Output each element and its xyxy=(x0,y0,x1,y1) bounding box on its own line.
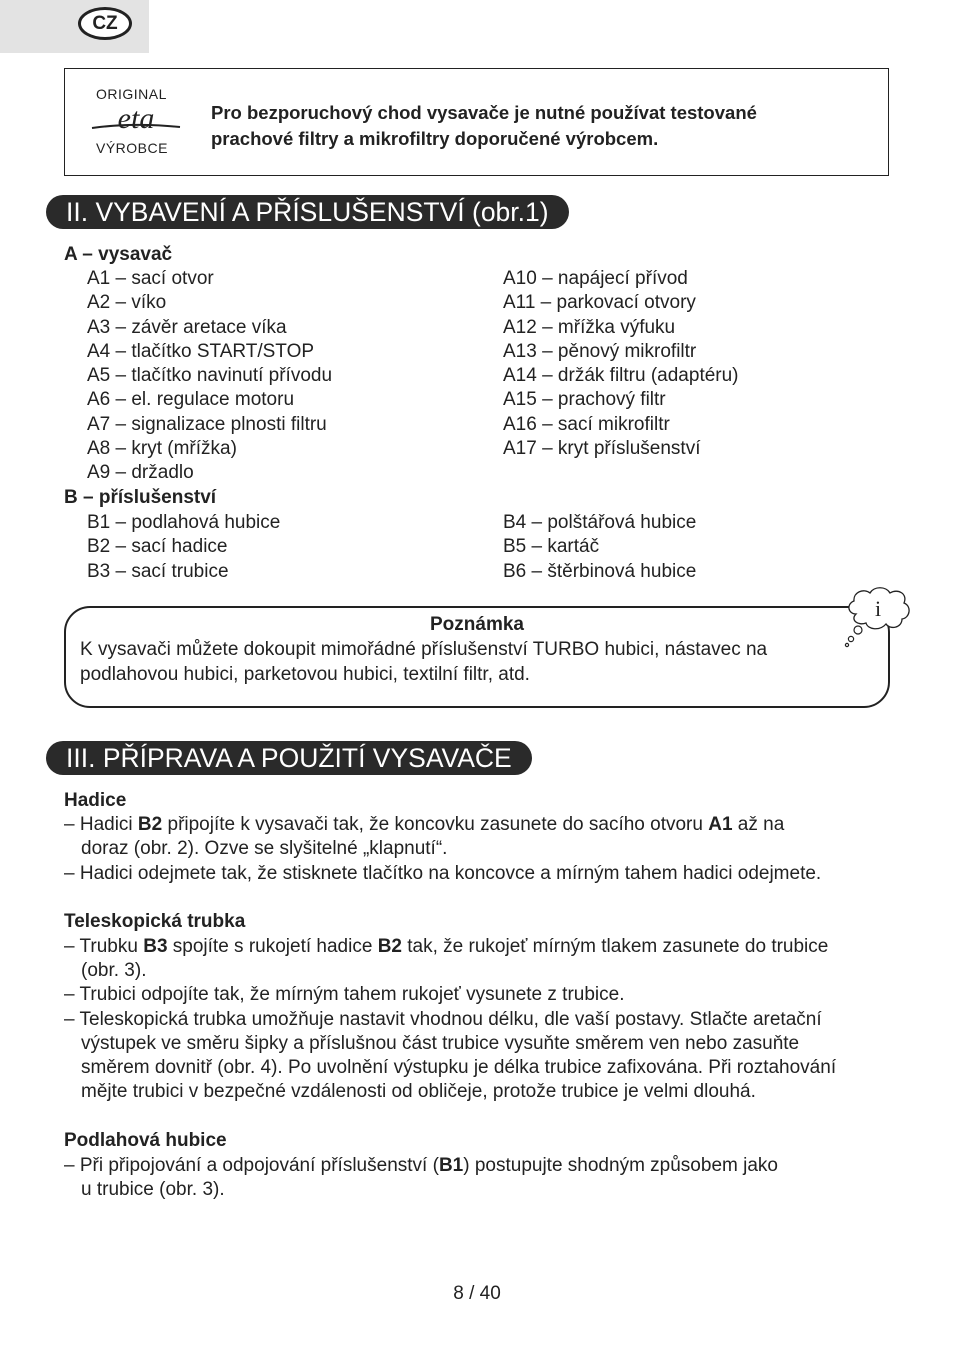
page-number: 8 / 40 xyxy=(453,1283,501,1304)
list-item: A10 – napájecí přívod xyxy=(503,268,688,289)
trubka-line-3: – Trubici odpojíte tak, že mírným tahem rukojeť vysunete z trubice. xyxy=(64,984,625,1005)
hadice-heading: Hadice xyxy=(64,790,127,811)
info-letter: i xyxy=(874,596,882,621)
list-item: B5 – kartáč xyxy=(503,536,600,558)
logo-bottom-text: VÝROBCE xyxy=(96,140,168,156)
list-item: A4 – tlačítko START/STOP xyxy=(87,340,315,362)
note-line: K vysavači můžete dokoupit mimořádné příslušenství TURBO hubici, nástavec na xyxy=(80,639,768,660)
trubka-heading: Teleskopická trubka xyxy=(64,911,246,932)
info-cloud-icon xyxy=(838,584,912,650)
text-run: – Hadici xyxy=(64,814,138,835)
text-run: – Trubku xyxy=(64,936,144,957)
list-item: A5 – tlačítko navinutí přívodu xyxy=(87,365,333,387)
language-badge: CZ xyxy=(78,7,132,40)
trubka-line-4: – Teleskopická trubka umožňuje nastavit vhodnou délku, dle vaší postavy. Stlačte aretační xyxy=(64,1009,822,1030)
text-run: spojíte s rukojetí hadice xyxy=(167,936,378,957)
note-title: Poznámka xyxy=(430,614,524,635)
list-item: A11 – parkovací otvory xyxy=(503,292,696,314)
list-item: A17 – kryt příslušenství xyxy=(503,438,701,460)
hadice-line-3: – Hadici odejmete tak, že stisknete tlačítko na koncovce a mírným tahem hadici odejmete. xyxy=(64,863,822,884)
group-a-heading: A – vysavač xyxy=(64,244,173,265)
trubka-line-2: (obr. 3). xyxy=(81,960,147,981)
list-item: A2 – víko xyxy=(87,292,167,314)
text-run: tak, že rukojeť mírným tlakem zasunete do trubice xyxy=(401,936,829,957)
note-text xyxy=(80,638,870,687)
section-3-title: III. PŘÍPRAVA A POUŽITÍ VYSAVAČE xyxy=(46,741,532,775)
group-a-left-list xyxy=(87,267,332,486)
group-b-heading: B – příslušenství xyxy=(64,487,217,508)
ref-b1: B1 xyxy=(438,1155,464,1176)
list-item: B3 – sací trubice xyxy=(87,560,229,582)
notice-line: prachové filtry a mikrofiltry doporučené výrobcem. xyxy=(211,128,659,149)
trubka-line-7: mějte trubici v bezpečné vzdálenosti od obličeje, protože trubice je velmi dlouhá. xyxy=(81,1081,756,1102)
section-2-title: II. VYBAVENÍ A PŘÍSLUŠENSTVÍ (obr.1) xyxy=(46,195,569,229)
list-item: B4 – polštářová hubice xyxy=(503,512,697,533)
ref-b2: B2 xyxy=(137,814,163,835)
text-run: připojíte k vysavači tak, že koncovku zasunete do sacího otvoru xyxy=(162,814,709,835)
list-item: B1 – podlahová hubice xyxy=(87,512,281,533)
list-item: A7 – signalizace plnosti filtru xyxy=(87,413,327,435)
trubka-line-1 xyxy=(64,935,828,959)
hubice-line-2: u trubice (obr. 3). xyxy=(81,1179,225,1200)
list-item: A15 – prachový filtr xyxy=(503,389,666,411)
group-b-left-list xyxy=(87,511,280,584)
list-item: A6 – el. regulace motoru xyxy=(87,389,295,411)
hadice-line-1 xyxy=(64,813,784,837)
eta-logo xyxy=(90,100,182,138)
ref-b2: B2 xyxy=(377,936,402,957)
list-item: A16 – sací mikrofiltr xyxy=(503,413,670,435)
logo-top-text: ORIGINAL xyxy=(96,86,167,102)
list-item: A8 – kryt (mřížka) xyxy=(87,438,237,460)
logo-brand: eta xyxy=(117,102,155,135)
trubka-line-6: směrem dovnitř (obr. 4). Po uvolnění výstupku je délka trubice zafixována. Při roztahování xyxy=(81,1057,837,1078)
list-item: A9 – držadlo xyxy=(87,462,194,484)
list-item: A14 – držák filtru (adaptéru) xyxy=(503,365,739,387)
hubice-line-1 xyxy=(64,1154,778,1178)
text-run: ) postupujte shodným způsobem jako xyxy=(463,1155,778,1176)
list-item: A13 – pěnový mikrofiltr xyxy=(503,340,697,362)
list-item: A3 – závěr aretace víka xyxy=(87,316,287,338)
original-notice-text xyxy=(211,100,851,152)
note-line: podlahovou hubici, parketovou hubici, textilní filtr, atd. xyxy=(80,663,530,685)
list-item: B2 – sací hadice xyxy=(87,536,228,558)
hubice-heading: Podlahová hubice xyxy=(64,1130,227,1151)
text-run: – Při připojování a odpojování příslušenství ( xyxy=(64,1155,439,1176)
ref-b3: B3 xyxy=(143,936,168,957)
list-item: A1 – sací otvor xyxy=(87,268,214,289)
hadice-line-2: doraz (obr. 2). Ozve se slyšitelné „klapnutí“. xyxy=(81,838,448,859)
notice-line: Pro bezporuchový chod vysavače je nutné používat testované xyxy=(211,102,757,123)
group-a-right-list xyxy=(503,267,739,461)
trubka-line-5: výstupek ve směru šipky a příslušnou část trubice vysuňte směrem ven nebo zasuňte xyxy=(81,1033,800,1054)
list-item: A12 – mřížka výfuku xyxy=(503,316,676,338)
ref-a1: A1 xyxy=(708,814,733,835)
group-b-right-list xyxy=(503,511,696,584)
text-run: až na xyxy=(732,814,785,835)
list-item: B6 – štěrbinová hubice xyxy=(503,560,697,582)
